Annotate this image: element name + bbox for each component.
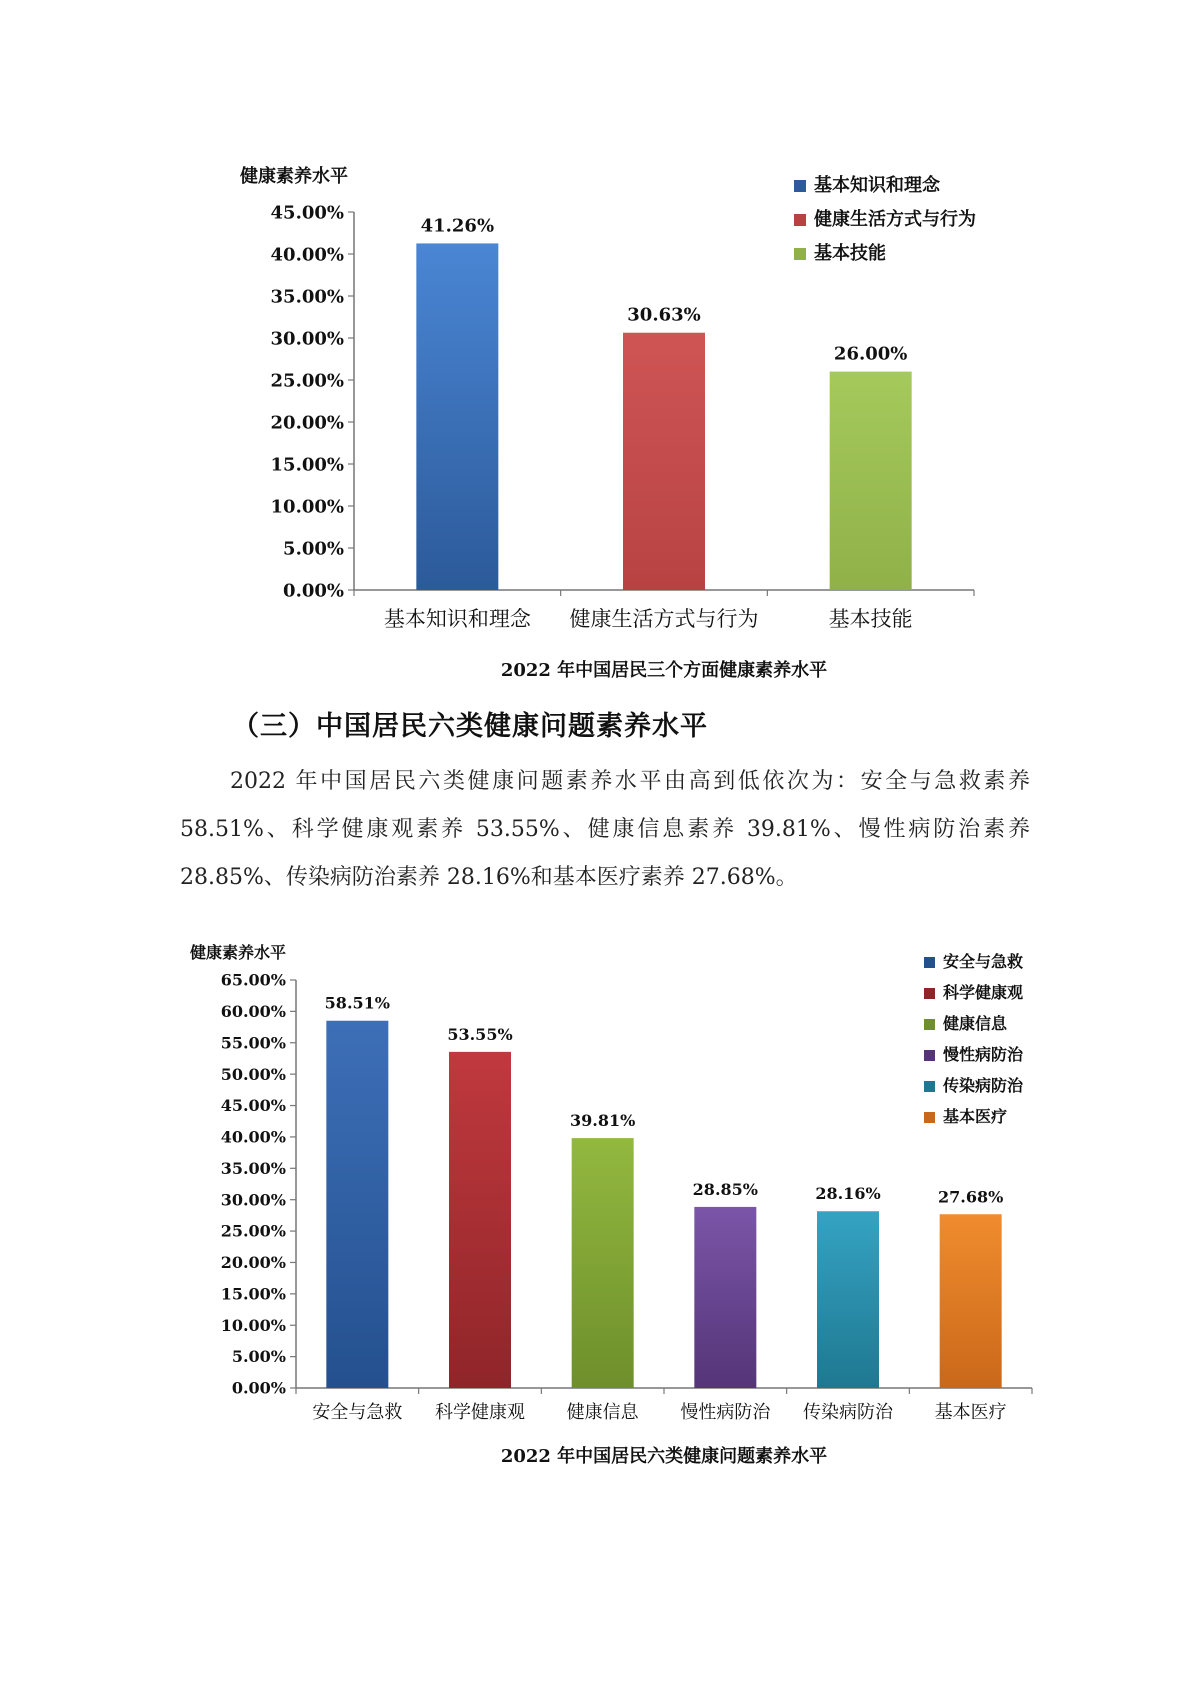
y-tick-label: 15.00% (220, 1284, 286, 1304)
y-axis-label: 健康素养水平 (190, 943, 287, 962)
legend-swatch (794, 248, 806, 260)
section-heading: （三）中国居民六类健康问题素养水平 (232, 711, 708, 742)
y-tick-label: 10.00% (220, 1315, 286, 1335)
legend-swatch (924, 957, 935, 968)
data-label: 41.26% (420, 215, 495, 237)
y-tick-label: 10.00% (270, 496, 344, 518)
bar (694, 1207, 756, 1388)
legend-swatch (924, 1019, 935, 1030)
data-label: 58.51% (324, 993, 390, 1013)
x-tick-label: 基本知识和理念 (383, 607, 531, 631)
y-tick-label: 25.00% (270, 370, 344, 392)
data-label: 39.81% (570, 1111, 636, 1131)
legend-entry: 基本知识和理念 (814, 175, 940, 196)
y-tick-label: 20.00% (270, 412, 344, 434)
paragraph-text: 2022 年中国居民六类健康问题素养水平由高到低依次为：安全与急救素养 58.51%、科学健康观素养 53.55%、健康信息素养 39.81%、慢性病防治素养 28.85%、传染病防治素养 28.16%和基本医疗素养 27.68%。 (180, 769, 1030, 890)
y-tick-label: 35.00% (270, 286, 344, 308)
chart2-svg (0, 930, 1200, 1490)
legend-entry: 慢性病防治 (943, 1045, 1024, 1064)
chart-title: 2022 年中国居民三个方面健康素养水平 (500, 660, 828, 681)
bar (326, 1021, 388, 1388)
bar (830, 372, 912, 590)
x-tick-label: 科学健康观 (435, 1402, 525, 1423)
chart1-svg (0, 0, 1200, 700)
y-tick-label: 45.00% (270, 202, 344, 224)
y-tick-label: 5.00% (283, 538, 344, 560)
data-label: 53.55% (447, 1024, 513, 1044)
y-tick-label: 0.00% (283, 580, 344, 602)
y-tick-label: 45.00% (220, 1096, 286, 1116)
y-tick-label: 20.00% (220, 1253, 286, 1273)
legend-swatch (924, 1050, 935, 1061)
chart-three-aspects (0, 0, 1200, 700)
legend-entry: 健康生活方式与行为 (814, 209, 976, 230)
y-tick-label: 15.00% (270, 454, 344, 476)
y-tick-label: 30.00% (270, 328, 344, 350)
y-tick-label: 35.00% (220, 1158, 286, 1178)
legend-entry: 安全与急救 (943, 952, 1024, 971)
y-tick-label: 65.00% (220, 970, 286, 990)
data-label: 26.00% (833, 343, 908, 365)
legend-entry: 健康信息 (943, 1014, 1008, 1033)
y-tick-label: 40.00% (270, 244, 344, 266)
data-label: 28.85% (692, 1179, 758, 1199)
y-tick-label: 30.00% (220, 1190, 286, 1210)
data-label: 30.63% (627, 304, 701, 326)
legend-entry: 基本技能 (814, 243, 886, 264)
legend-swatch (924, 1081, 935, 1092)
y-tick-label: 5.00% (231, 1347, 286, 1367)
chart-six-problems (0, 930, 1200, 1490)
legend-swatch (924, 1112, 935, 1123)
x-tick-label: 健康信息 (566, 1402, 639, 1423)
x-tick-label: 慢性病防治 (680, 1402, 771, 1423)
bar (940, 1214, 1002, 1388)
legend-swatch (924, 988, 935, 999)
bar (449, 1052, 511, 1388)
bar (416, 243, 498, 590)
legend-entry: 科学健康观 (943, 983, 1024, 1002)
data-label: 27.68% (938, 1187, 1004, 1207)
legend-swatch (794, 214, 806, 226)
x-tick-label: 基本技能 (828, 607, 913, 631)
data-label: 28.16% (815, 1184, 881, 1204)
y-tick-label: 0.00% (231, 1378, 286, 1398)
y-tick-label: 50.00% (220, 1064, 286, 1084)
x-tick-label: 健康生活方式与行为 (569, 607, 759, 631)
y-tick-label: 25.00% (220, 1221, 286, 1241)
x-tick-label: 安全与急救 (312, 1402, 403, 1423)
y-tick-label: 55.00% (220, 1033, 286, 1053)
legend-entry: 传染病防治 (943, 1076, 1024, 1095)
legend-swatch (794, 180, 806, 192)
x-tick-label: 基本医疗 (934, 1402, 1007, 1423)
bar (623, 333, 705, 590)
legend-entry: 基本医疗 (943, 1107, 1008, 1126)
section-paragraph (180, 758, 1030, 902)
chart-title: 2022 年中国居民六类健康问题素养水平 (500, 1446, 828, 1467)
x-tick-label: 传染病防治 (803, 1402, 893, 1423)
bar (572, 1138, 634, 1388)
y-tick-label: 60.00% (220, 1001, 286, 1021)
bar (817, 1211, 879, 1388)
y-axis-label: 健康素养水平 (240, 166, 348, 187)
y-tick-label: 40.00% (220, 1127, 286, 1147)
